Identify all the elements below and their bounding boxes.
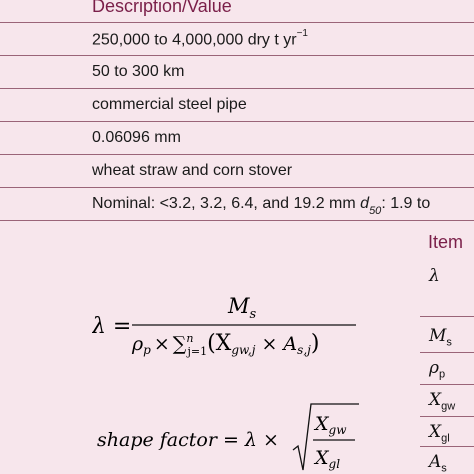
item-divider: [420, 416, 474, 417]
item-divider: [420, 446, 474, 447]
table-row: [0, 89, 474, 122]
row-value: commercial steel pipe: [92, 96, 247, 113]
table-row: [0, 188, 474, 221]
eq1-denominator: $\rho_p \times \sum^n$ $j=1(X_{gw,j} \times A_{s,j})$: [132, 331, 320, 358]
table-row: [0, 56, 474, 89]
lambda-equation: [92, 295, 360, 359]
item-divider: [420, 352, 474, 353]
table-row: [0, 122, 474, 155]
table-header: [0, 0, 474, 23]
row-value: 50 to 300 km: [92, 63, 185, 80]
eq2-denominator: $X_{gl}$: [315, 447, 341, 471]
eq2-numerator: $X_{gw}$: [315, 413, 347, 437]
row-value: wheat straw and corn stover: [92, 162, 293, 179]
shape-factor-equation: [97, 400, 359, 474]
eq1-numerator: $M_s$: [228, 295, 257, 322]
symbol-ms: $M_s$: [429, 326, 452, 349]
symbol-rho-p: $\rho_p$: [429, 358, 446, 381]
symbol-lambda: λ: [429, 266, 440, 286]
symbol-xgw: $X_{gw}$: [429, 390, 456, 413]
row-value: 0.06096 mm: [92, 129, 181, 146]
eq2-lhs: shape factor = λ ×: [97, 429, 279, 451]
item-column: [420, 232, 474, 474]
row-value: Nominal: <3.2, 3.2, 6.4, and 19.2 mm $d_{50}$: 1.9 to: [92, 195, 431, 218]
item-divider: [420, 316, 474, 317]
item-heading: Item: [428, 232, 464, 252]
table-row: [0, 155, 474, 188]
table-row: [0, 23, 474, 56]
eq1-lhs: λ =: [92, 314, 132, 339]
symbol-as: $A_s$: [429, 452, 447, 474]
parameter-table: [0, 0, 474, 221]
description-value-heading: Description/Value: [92, 0, 232, 16]
symbol-xgl: $X_{gl}$: [429, 422, 450, 445]
row-value: 250,000 to 4,000,000 dry t $yr^{-1}$: [92, 28, 308, 49]
item-divider: [420, 384, 474, 385]
